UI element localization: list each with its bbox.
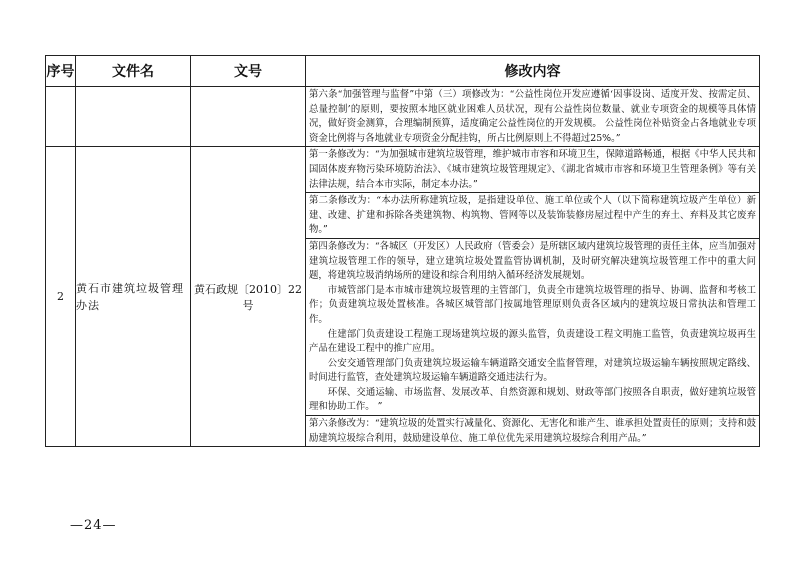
content-cell — [306, 87, 760, 147]
amendment-paragraph: 第二条修改为：“本办法所称建筑垃圾，是指建设单位、施工单位或个人（以下简称建筑垃圾产生单位）新建、改建、扩建和拆除各类建筑物、构筑物、管网等以及装饰装修房屋过程中产生的弃土、弃料及其它废弃物。” — [309, 195, 756, 236]
doc-number-cell: 黄石政规〔2010〕22号 — [191, 147, 306, 447]
table-header-row — [46, 56, 760, 87]
doc-number-cell — [191, 87, 306, 147]
content-cell — [306, 238, 760, 415]
amendment-paragraph: 第六条“加强管理与监督”中第（三）项修改为：“公益性岗位开发应遵循‘因事设岗、适度开发、按需定员、总量控制’的原则，要按照本地区就业困难人员状况，现有公益性岗位数量、就业专项资金的规模等具体情况，做好资金测算，合理编制预算，适度确定公益性岗位的开发规模。 公益性岗位补贴资金占各地就业专项资金比例将与各地就业专项资金分配挂钩，所占比例原则上不得超过25%。” — [309, 89, 756, 144]
amendment-paragraph: 住建部门负责建设工程施工现场建筑垃圾的源头监管，负责建设工程文明施工监管，负责建筑垃圾再生产品在建设工程中的推广应用。 — [309, 328, 756, 355]
amendment-table — [45, 55, 760, 447]
amendment-paragraph: 公安交通管理部门负责建筑垃圾运输车辆道路交通安全监督管理，对建筑垃圾运输车辆按照规定路线、时间进行监管，查处建筑垃圾运输车辆道路交通违法行为。 — [309, 357, 756, 384]
amendment-paragraph: 第六条修改为：“建筑垃圾的处置实行减量化、资源化、无害化和谁产生、谁承担处置责任的原则；支持和鼓励建筑垃圾综合利用，鼓励建设单位、施工单位优先采用建筑垃圾综合利用产品。” — [309, 418, 756, 444]
table-row — [46, 147, 760, 193]
amendment-paragraph: 环保、交通运输、市场监督、发展改革、自然资源和规划、财政等部门按照各自职责，做好建筑垃圾管理和协助工作。 ” — [309, 386, 756, 413]
amendment-paragraph: 第四条修改为：“各城区（开发区）人民政府（管委会）是所辖区域内建筑垃圾管理的责任主体，应当加强对建筑垃圾管理工作的领导，建立建筑垃圾处置监管协调机制，及时研究解决建筑垃圾管理工作中的重大问题，将建筑垃圾消纳场所的建设和综合利用纳入循环经济发展规划。 — [309, 240, 756, 282]
amendment-paragraph: 市城管部门是本市城市建筑垃圾管理的主管部门，负责全市建筑垃圾管理的指导、协调、监督和考核工作；负责建筑垃圾处置核准。各城区城管部门按属地管理原则负责各区域内的建筑垃圾日常执法和管理工作。 — [309, 284, 756, 325]
header-file-name: 文件名 — [76, 56, 191, 87]
content-cell — [306, 193, 760, 239]
row-number: 2 — [46, 147, 76, 447]
header-doc-number: 文号 — [191, 56, 306, 87]
header-content: 修改内容 — [306, 56, 760, 87]
header-no: 序号 — [46, 56, 76, 87]
amendment-paragraph: 第一条修改为：“为加强城市建筑垃圾管理，维护城市市容和环境卫生，保障道路畅通，根据《中华人民共和国固体废弃物污染环境防治法》、《城市建筑垃圾管理规定》、《湖北省城市市容和环境卫生管理条例》等有关法律法规，结合本市实际，制定本办法。” — [309, 149, 756, 190]
table-row — [46, 87, 760, 147]
page-number: —24— — [70, 518, 117, 533]
content-cell — [306, 416, 760, 447]
content-cell — [306, 147, 760, 193]
file-name-cell: 黄石市建筑垃圾管理办法 — [76, 147, 191, 447]
file-name-cell — [76, 87, 191, 147]
row-number — [46, 87, 76, 147]
